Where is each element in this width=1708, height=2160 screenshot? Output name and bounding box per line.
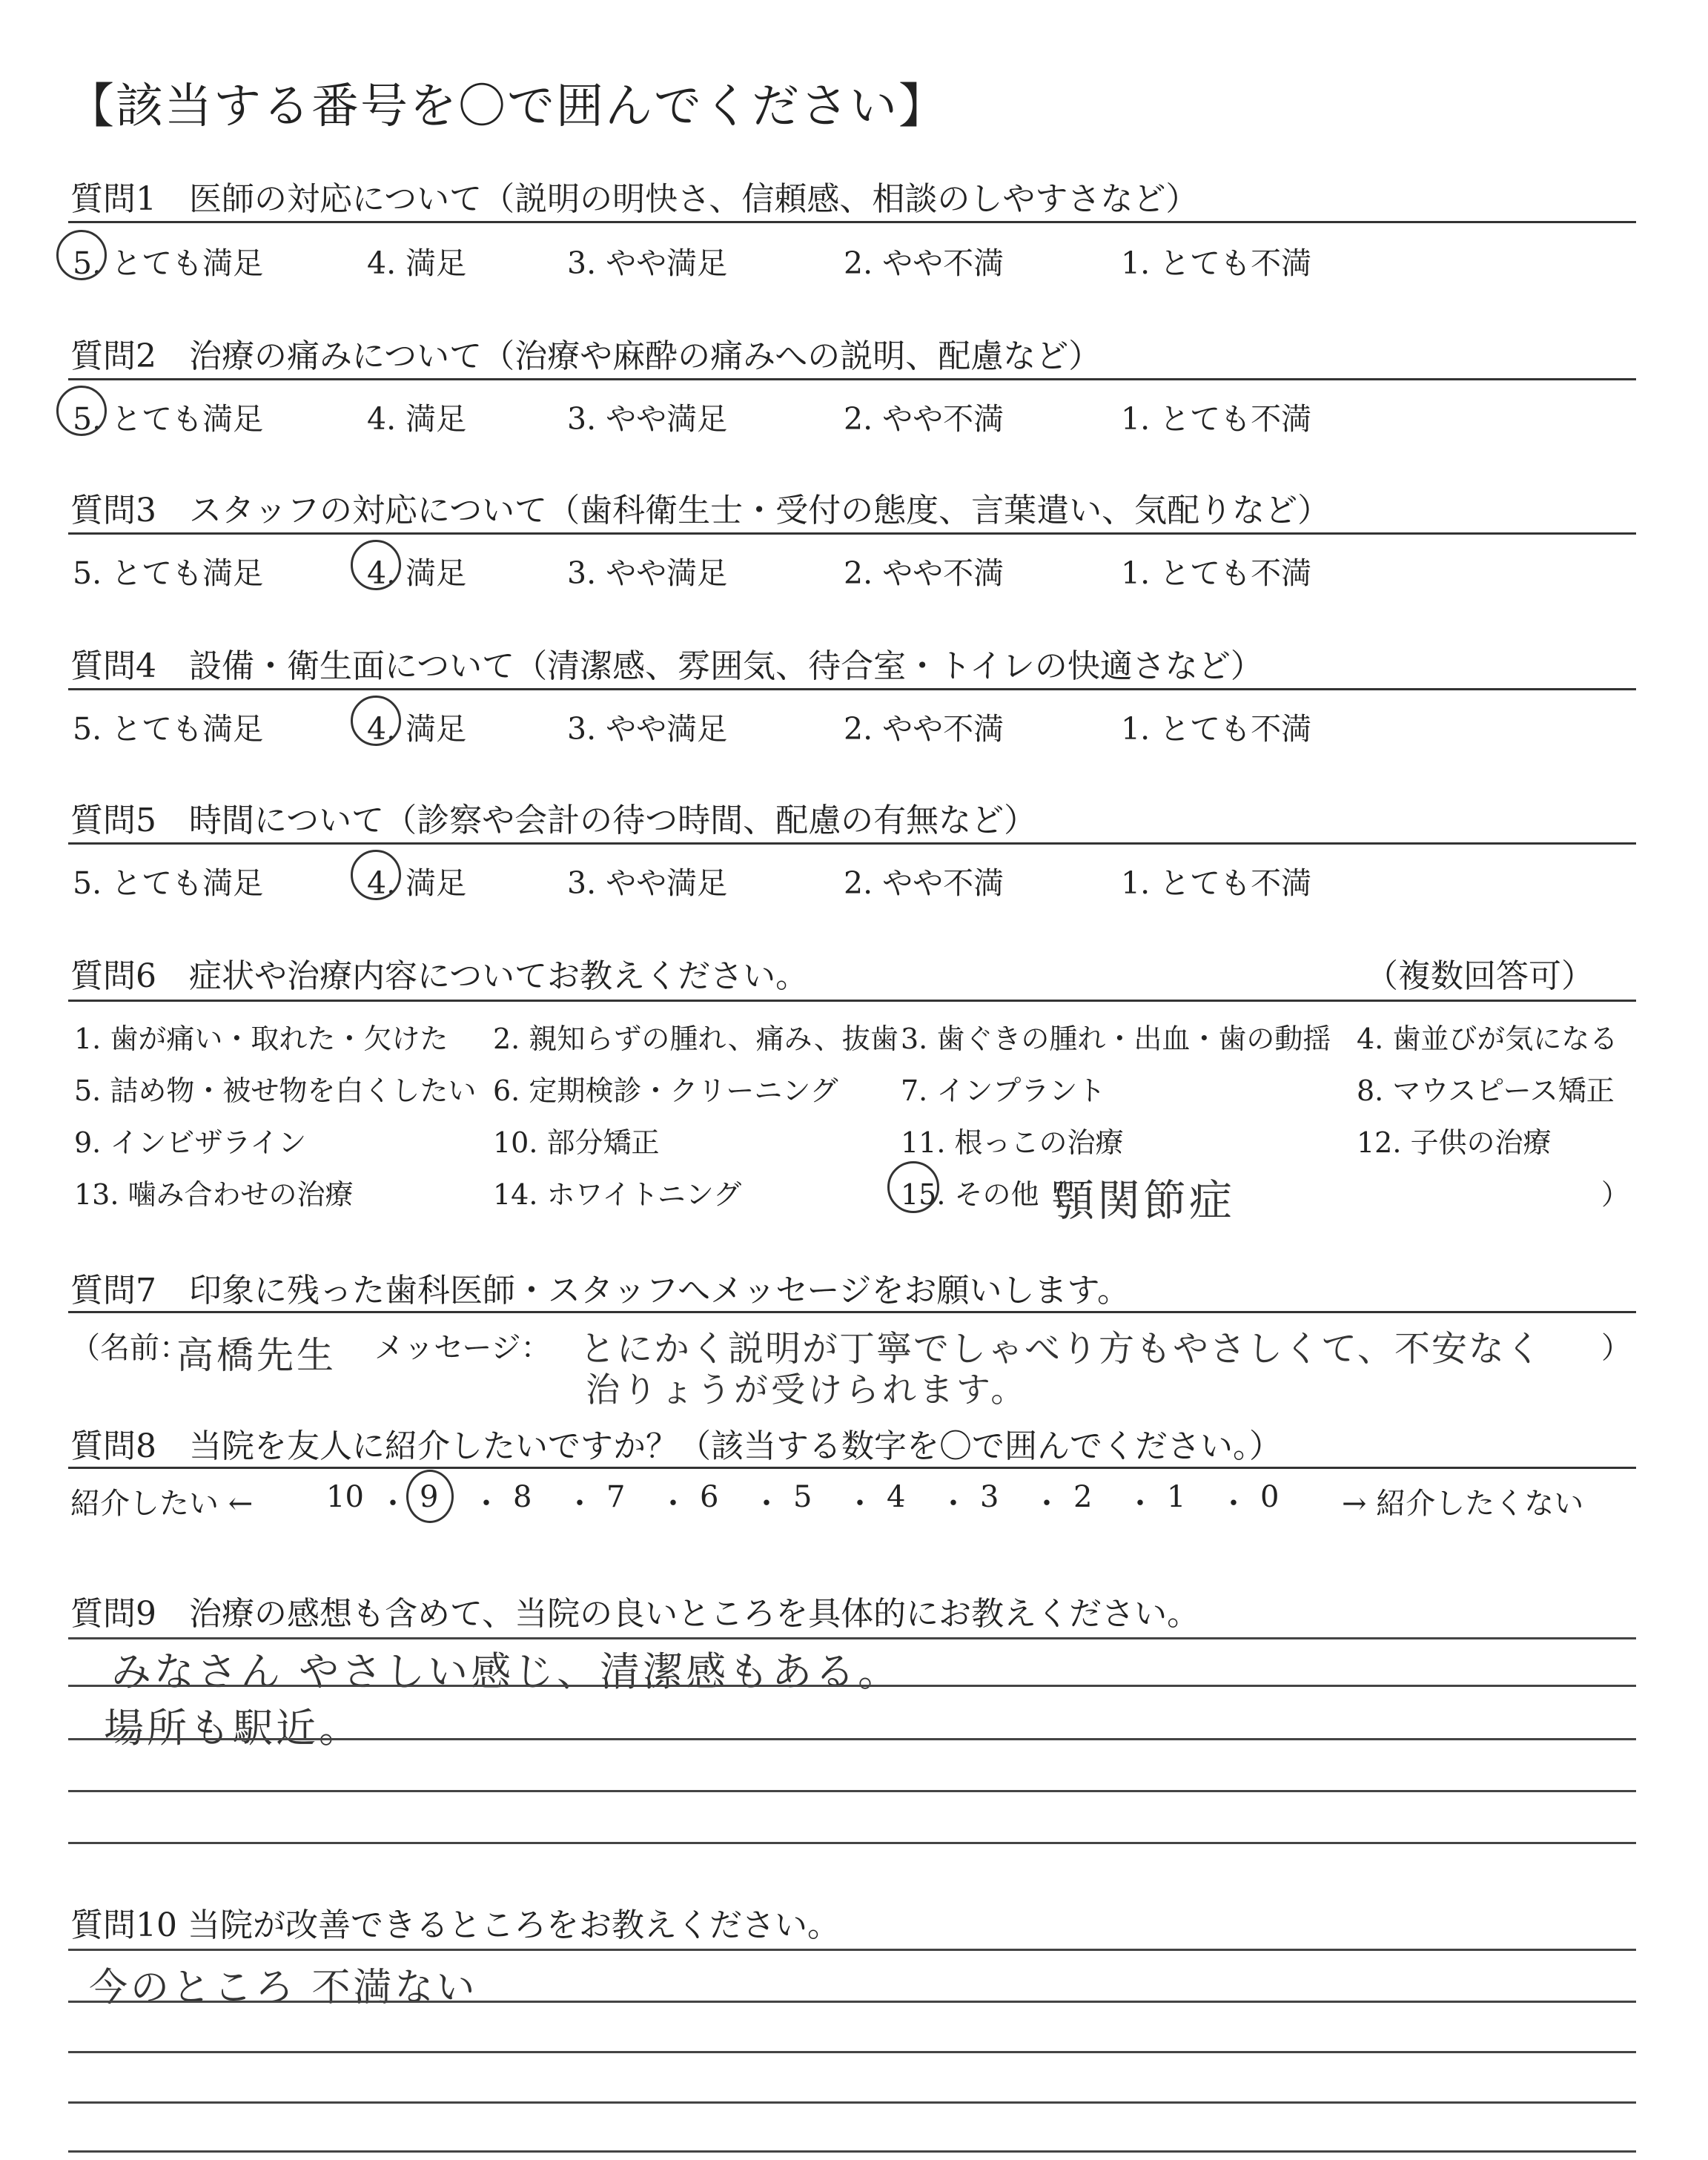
- q5-option-1[interactable]: 1. とても不満: [1121, 865, 1312, 901]
- q6-option-13[interactable]: 13. 噛み合わせの治療: [74, 1178, 354, 1211]
- q8-score-3[interactable]: 3: [980, 1480, 999, 1514]
- q6-option-3[interactable]: 3. 歯ぐきの腫れ・出血・歯の動揺: [901, 1023, 1331, 1055]
- q8-score-7[interactable]: 7: [606, 1480, 626, 1514]
- question-6-rule: [68, 1000, 1636, 1002]
- q4-selection-circle: [351, 696, 401, 746]
- q1-option-2[interactable]: 2. やや不満: [844, 245, 1004, 281]
- q4-option-1[interactable]: 1. とても不満: [1121, 711, 1312, 747]
- question-10-writing-line-3: [68, 2051, 1636, 2053]
- question-9-writing-line-5: [68, 1842, 1636, 1844]
- q6-option-9[interactable]: 9. インビザライン: [74, 1126, 307, 1159]
- q6-option-8[interactable]: 8. マウスピース矯正: [1357, 1074, 1615, 1107]
- q3-option-5[interactable]: 5. とても満足: [73, 555, 264, 591]
- q6-option-15[interactable]: 15. その他（: [901, 1178, 1068, 1211]
- q5-option-5[interactable]: 5. とても満足: [73, 865, 264, 901]
- q2-option-1[interactable]: 1. とても不満: [1121, 401, 1312, 437]
- question-10-answer-line-1: 今のところ 不満ない: [89, 1966, 478, 2010]
- q2-option-4[interactable]: 4. 満足: [367, 401, 467, 437]
- question-8-title: 質問8 当院を友人に紹介したいですか？（該当する数字を〇で囲んでください。）: [70, 1427, 1282, 1465]
- question-7-title: 質問7 印象に残った歯科医師・スタッフへメッセージをお願いします。: [70, 1272, 1130, 1309]
- q6-option-12[interactable]: 12. 子供の治療: [1357, 1126, 1552, 1159]
- q8-separator: ・: [658, 1487, 688, 1521]
- question-6-note: （複数回答可）: [1366, 957, 1594, 995]
- question-9-title: 質問9 治療の感想も含めて、当院の良いところを具体的にお教えください。: [70, 1595, 1200, 1633]
- q4-option-4[interactable]: 4. 満足: [367, 711, 467, 747]
- q2-selection-circle: [56, 386, 107, 436]
- question-9-answer-line-1: みなさん やさしい感じ、清潔感もある。: [111, 1648, 901, 1695]
- q8-score-9[interactable]: 9: [420, 1480, 439, 1514]
- question-4-rule: [68, 688, 1636, 690]
- q8-score-1[interactable]: 1: [1167, 1480, 1186, 1514]
- q6-selection-circle: [887, 1161, 939, 1213]
- q8-separator: ・: [378, 1487, 408, 1521]
- q8-separator: ・: [845, 1487, 875, 1521]
- q1-option-5[interactable]: 5. とても満足: [73, 245, 264, 281]
- question-8-rule: [68, 1467, 1636, 1469]
- q8-score-5[interactable]: 5: [793, 1480, 812, 1514]
- q2-option-2[interactable]: 2. やや不満: [844, 401, 1004, 437]
- q8-selection-circle: [406, 1470, 454, 1523]
- question-9-writing-line-4: [68, 1790, 1636, 1792]
- q5-option-4[interactable]: 4. 満足: [367, 865, 467, 901]
- q8-score-10[interactable]: 10: [326, 1480, 364, 1514]
- question-7-name-label: （名前：: [70, 1331, 189, 1365]
- q8-score-6[interactable]: 6: [700, 1480, 719, 1514]
- question-10-writing-line-4: [68, 2101, 1636, 2104]
- q3-option-3[interactable]: 3. やや満足: [567, 555, 728, 591]
- question-3-title: 質問3 スタッフの対応について（歯科衛生士・受付の態度、言葉遣い、気配りなど）: [70, 492, 1331, 529]
- q4-option-2[interactable]: 2. やや不満: [844, 711, 1004, 747]
- question-3-rule: [68, 532, 1636, 535]
- q5-option-3[interactable]: 3. やや満足: [567, 865, 728, 901]
- q6-option-6[interactable]: 6. 定期検診・クリーニング: [493, 1074, 838, 1107]
- q8-score-4[interactable]: 4: [887, 1480, 906, 1514]
- q8-separator: ・: [565, 1487, 595, 1521]
- question-1-rule: [68, 221, 1636, 223]
- q6-option-11[interactable]: 11. 根っこの治療: [901, 1126, 1124, 1159]
- q1-option-3[interactable]: 3. やや満足: [567, 245, 728, 281]
- question-2-rule: [68, 378, 1636, 380]
- question-7-message-line-2: 治りょうが受けられます。: [586, 1370, 1028, 1410]
- question-10-writing-line-1: [68, 1949, 1636, 1951]
- question-2-title: 質問2 治療の痛みについて（治療や麻酔の痛みへの説明、配慮など）: [70, 337, 1102, 375]
- question-7-message-label: メッセージ：: [374, 1331, 551, 1365]
- q8-score-0[interactable]: 0: [1260, 1480, 1280, 1514]
- q6-option-5[interactable]: 5. 詰め物・被せ物を白くしたい: [74, 1074, 477, 1107]
- q8-separator: ・: [471, 1487, 501, 1521]
- q6-other-close-paren: ）: [1601, 1178, 1630, 1211]
- q8-separator: ・: [1125, 1487, 1155, 1521]
- q4-option-3[interactable]: 3. やや満足: [567, 711, 728, 747]
- q8-separator: ・: [1219, 1487, 1248, 1521]
- question-10-title: 質問10 当院が改善できるところをお教えください。: [70, 1906, 840, 1944]
- q2-option-5[interactable]: 5. とても満足: [73, 401, 264, 437]
- q1-option-1[interactable]: 1. とても不満: [1121, 245, 1312, 281]
- question-5-rule: [68, 842, 1636, 845]
- q5-selection-circle: [351, 850, 401, 900]
- question-4-title: 質問4 設備・衛生面について（清潔感、雰囲気、待合室・トイレの快適さなど）: [70, 647, 1263, 685]
- form-header: 【該当する番号を〇で囲んでください】: [67, 79, 947, 134]
- q1-selection-circle: [56, 230, 107, 280]
- q8-separator: ・: [939, 1487, 968, 1521]
- question-5-title: 質問5 時間について（診察や会計の待つ時間、配慮の有無など）: [70, 802, 1037, 839]
- q8-separator: ・: [752, 1487, 781, 1521]
- question-9-writing-line-2: [68, 1685, 1636, 1687]
- q3-option-2[interactable]: 2. やや不満: [844, 555, 1004, 591]
- q5-option-2[interactable]: 2. やや不満: [844, 865, 1004, 901]
- q3-selection-circle: [351, 540, 401, 590]
- question-10-writing-line-2: [68, 2001, 1636, 2003]
- question-7-close-paren: ）: [1601, 1331, 1631, 1365]
- q8-score-2[interactable]: 2: [1073, 1480, 1093, 1514]
- q6-option-14[interactable]: 14. ホワイトニング: [493, 1178, 742, 1211]
- q6-option-7[interactable]: 7. インプラント: [901, 1074, 1106, 1107]
- q6-option-1[interactable]: 1. 歯が痛い・取れた・欠けた: [74, 1023, 448, 1055]
- q6-option-2[interactable]: 2. 親知らずの腫れ、痛み、抜歯: [493, 1023, 898, 1055]
- question-9-writing-line-3: [68, 1738, 1636, 1740]
- q3-option-1[interactable]: 1. とても不満: [1121, 555, 1312, 591]
- q2-option-3[interactable]: 3. やや満足: [567, 401, 728, 437]
- question-10-writing-line-5: [68, 2150, 1636, 2153]
- q6-option-10[interactable]: 10. 部分矯正: [493, 1126, 660, 1159]
- question-8-left-label: 紹介したい ←: [70, 1487, 254, 1521]
- question-1-title: 質問1 医師の対応について（説明の明快さ、信頼感、相談のしやすさなど）: [70, 180, 1199, 218]
- question-9-writing-line-1: [68, 1637, 1636, 1639]
- q1-option-4[interactable]: 4. 満足: [367, 245, 467, 281]
- q4-option-5[interactable]: 5. とても満足: [73, 711, 264, 747]
- q8-separator: ・: [1032, 1487, 1062, 1521]
- question-7-name-value: 高橋先生: [176, 1334, 337, 1377]
- q8-score-8[interactable]: 8: [513, 1480, 532, 1514]
- q6-option-4[interactable]: 4. 歯並びが気になる: [1357, 1023, 1618, 1055]
- question-6-other-answer: 顎関節症: [1051, 1175, 1236, 1226]
- question-6-title: 質問6 症状や治療内容についてお教えください。: [70, 957, 809, 995]
- question-8-right-label: → 紹介したくない: [1342, 1487, 1584, 1521]
- question-7-message-line-1: とにかく説明が丁寧でしゃべり方もやさしくて、不安なく: [580, 1328, 1543, 1370]
- question-7-rule: [68, 1311, 1636, 1313]
- question-9-answer-line-2: 場所も駅近。: [104, 1705, 362, 1751]
- q3-option-4[interactable]: 4. 満足: [367, 555, 467, 591]
